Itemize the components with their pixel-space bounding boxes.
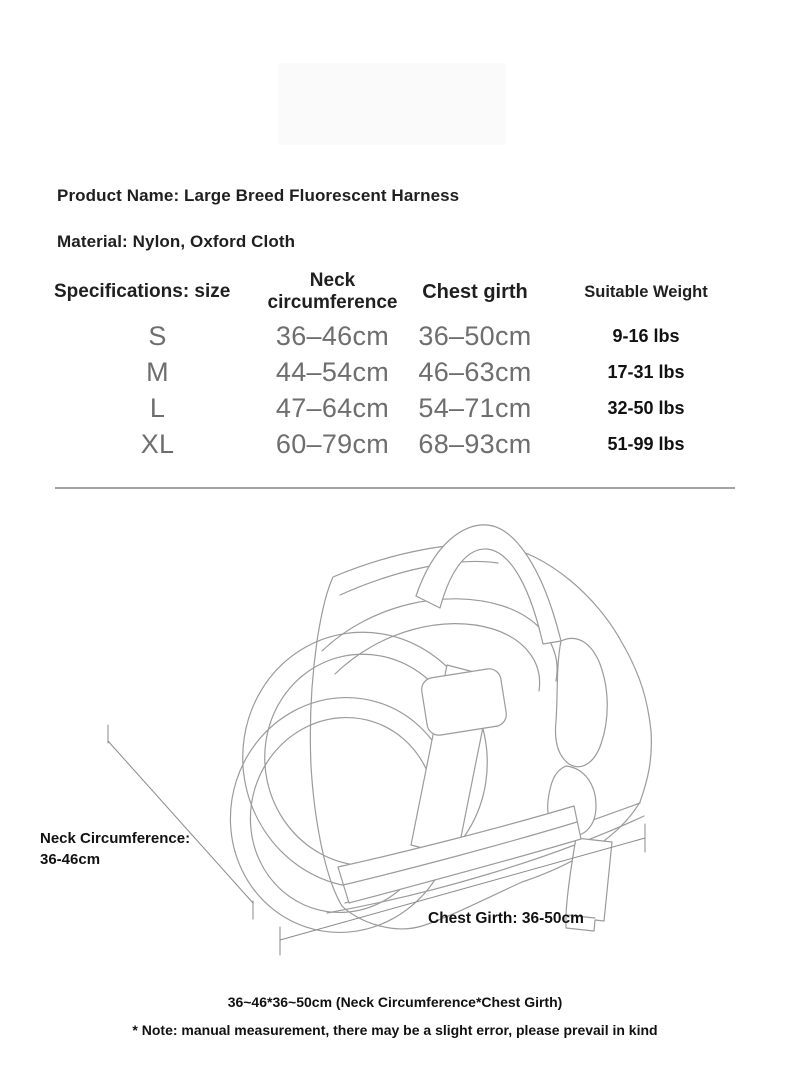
- faded-watermark: [278, 63, 506, 145]
- table-row-neck: 36–46cm: [275, 320, 390, 351]
- spec-table-header-neck: Neck circumference: [267, 270, 398, 313]
- table-row-weight: 32-50 lbs: [607, 397, 685, 418]
- neck-dimension-label-line2: 36-46cm: [40, 851, 101, 868]
- table-row-size: S: [148, 320, 167, 351]
- chest-buckle: [420, 667, 508, 737]
- table-row-size: M: [146, 356, 169, 387]
- table-row-neck: 60–79cm: [275, 428, 390, 459]
- neck-dimension-label-line1: Neck Circumference:: [40, 830, 191, 847]
- table-row-weight: 51-99 lbs: [607, 433, 685, 454]
- table-row-weight: 9-16 lbs: [612, 325, 680, 346]
- table-row-weight: 17-31 lbs: [607, 361, 685, 382]
- table-row-chest: 54–71cm: [418, 392, 532, 423]
- neck-dimension-label: [40, 828, 190, 870]
- spec-table-header-size: Specifications: size: [54, 281, 231, 303]
- table-row-neck: 47–64cm: [275, 392, 390, 423]
- table-row-chest: 68–93cm: [418, 428, 532, 459]
- product-name-text: Product Name: Large Breed Fluorescent Harness: [57, 186, 460, 205]
- chest-dimension-label: Chest Girth: 36-50cm: [428, 910, 584, 927]
- spec-table-header-chest: Chest girth: [422, 280, 528, 303]
- size-summary-text: 36~46*36~50cm (Neck Circumference*Chest Girth): [227, 994, 563, 1010]
- table-row-size: XL: [140, 428, 175, 459]
- table-row-size: L: [149, 392, 166, 423]
- spec-table-header-weight: Suitable Weight: [584, 282, 708, 301]
- section-divider: [55, 487, 735, 489]
- measurement-note-text: * Note: manual measurement, there may be a slight error, please prevail in kind: [132, 1022, 658, 1038]
- table-row-chest: 36–50cm: [418, 320, 532, 351]
- spec-table: [50, 266, 742, 462]
- harness-line-drawing: [95, 515, 665, 975]
- neck-dimension-line: [108, 725, 253, 919]
- table-row-neck: 44–54cm: [275, 356, 390, 387]
- material-text: Material: Nylon, Oxford Cloth: [57, 232, 296, 251]
- table-row-chest: 46–63cm: [418, 356, 532, 387]
